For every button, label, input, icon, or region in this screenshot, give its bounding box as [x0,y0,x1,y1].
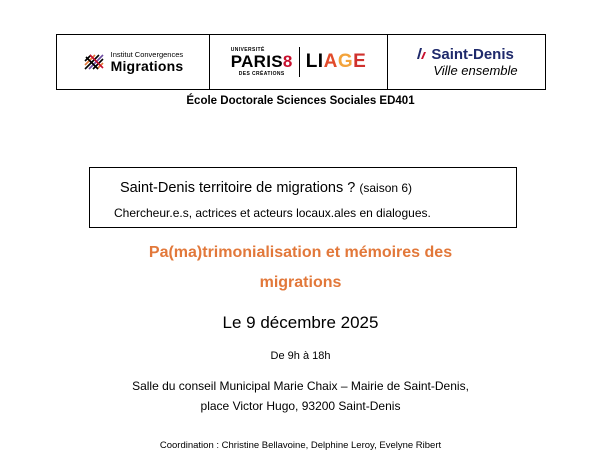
paris8-univ-label: UNIVERSITÉ [230,47,265,53]
series-title-line [120,180,412,196]
logo-divider [299,47,300,77]
saint-denis-name: Saint-Denis [431,45,514,63]
paris8-logo [231,47,293,77]
logo-cell-saint-denis [387,35,545,89]
liage-e: E [353,51,367,72]
series-subtitle: Chercheur.e.s, actrices et acteurs locaux.ales en dialogues. [114,206,431,220]
paris8-number: 8 [282,52,293,71]
logo-cell-icm [57,35,209,89]
logo-cell-paris8-liage [209,35,387,89]
icm-logo [83,51,184,74]
saint-denis-tagline: Ville ensemble [433,62,518,78]
partner-logos-bar [56,34,546,90]
venue-line2: place Victor Hugo, 93200 Saint-Denis [200,399,401,413]
saint-denis-logo [415,47,517,78]
liage-g: G [337,51,354,72]
event-hours: De 9h à 18h [270,350,331,362]
liage-li: LI [305,51,324,72]
paris8-word: PARIS [230,52,283,71]
icm-line1: Institut Convergences [110,49,184,59]
coordination: Coordination : Christine Bellavoine, Delphine Leroy, Evelyne Ribert [159,440,442,451]
icm-line2: Migrations [110,57,184,74]
series-frame [89,167,517,228]
series-title: Saint-Denis territoire de migrations ? [120,180,356,196]
venue-line1: Salle du conseil Municipal Marie Chaix – Mairie de Saint-Denis, [132,379,469,393]
topic-title-line1: Pa(ma)trimonialisation et mémoires des [148,244,453,261]
icm-mark-icon [83,51,105,73]
saint-denis-mark-icon [415,47,427,61]
topic-title-line2: migrations [259,274,342,291]
liage-a: A [323,51,338,72]
paris8-creations-label: DES CRÉATIONS [238,71,285,77]
series-season: (saison 6) [359,181,413,195]
paris8-name [231,53,293,71]
event-date: Le 9 décembre 2025 [222,313,379,332]
liage-logo [306,51,367,73]
doctoral-school: École Doctorale Sciences Sociales ED401 [186,95,415,107]
